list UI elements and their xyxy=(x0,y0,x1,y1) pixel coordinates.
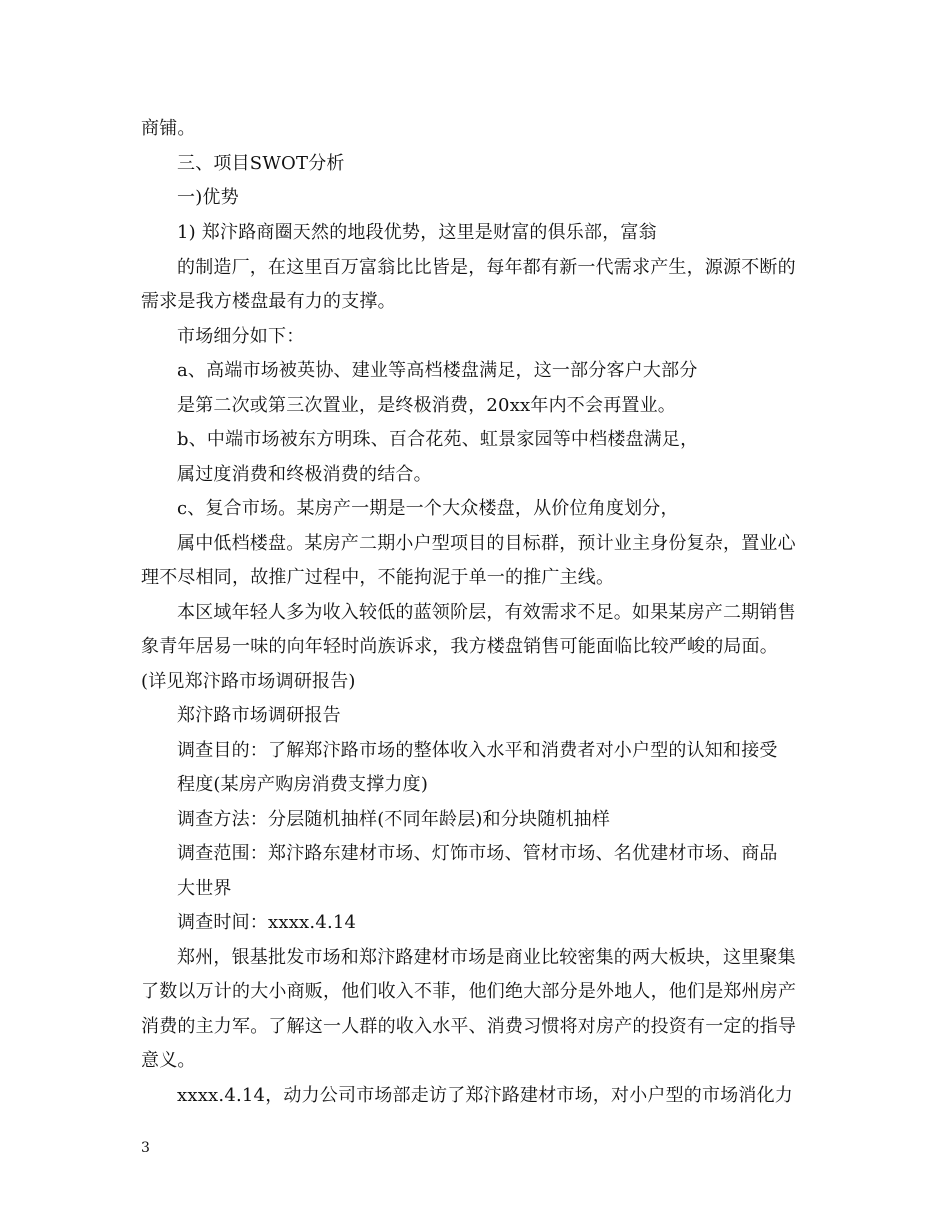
text-line: b、中端市场被东方明珠、百合花苑、虹景家园等中档楼盘满足， xyxy=(177,429,699,450)
subsection-heading: 一)优势 xyxy=(177,187,239,208)
text-line: 调查范围：郑汴路东建材市场、灯饰市场、管材市场、名优建材市场、商品 xyxy=(177,843,778,864)
text-line: a、高端市场被英协、建业等高档楼盘满足，这一部分客户大部分 xyxy=(177,360,698,381)
text-line: 是第二次或第三次置业，是终极消费，20xx年内不会再置业。 xyxy=(177,395,677,416)
text-line: 的制造厂，在这里百万富翁比比皆是，每年都有新一代需求产生，源源不断的 xyxy=(177,257,796,278)
text-line: 商铺。 xyxy=(141,118,196,139)
text-line: (详见郑汴路市场调研报告) xyxy=(141,671,356,692)
text-line: xxxx.4.14，动力公司市场部走访了郑汴路建材市场，对小户型的市场消化力 xyxy=(177,1085,794,1106)
text-line: 意义。 xyxy=(141,1050,196,1071)
text-line: 调查时间：xxxx.4.14 xyxy=(177,912,357,933)
section-heading: 三、项目SWOT分析 xyxy=(177,153,345,174)
text-line: 消费的主力军。了解这一人群的收入水平、消费习惯将对房产的投资有一定的指导 xyxy=(141,1016,797,1037)
text-line: 程度(某房产购房消费支撑力度) xyxy=(177,774,429,795)
text-line: 调查方法：分层随机抽样(不同年龄层)和分块随机抽样 xyxy=(177,809,611,830)
text-line: c、复合市场。某房产一期是一个大众楼盘，从价位角度划分， xyxy=(177,498,679,519)
text-line: 需求是我方楼盘最有力的支撑。 xyxy=(141,291,396,312)
text-line: 郑州，银基批发市场和郑汴路建材市场是商业比较密集的两大板块，这里聚集 xyxy=(177,947,796,968)
text-line: 大世界 xyxy=(177,878,232,899)
text-line: 属中低档楼盘。某房产二期小户型项目的目标群，预计业主身份复杂，置业心 xyxy=(177,533,796,554)
text-line: 1) 郑汴路商圈天然的地段优势，这里是财富的俱乐部，富翁 xyxy=(177,222,657,243)
text-line: 本区域年轻人多为收入较低的蓝领阶层，有效需求不足。如果某房产二期销售 xyxy=(177,602,796,623)
page-number: 3 xyxy=(141,1140,150,1156)
report-title: 郑汴路市场调研报告 xyxy=(177,705,341,726)
text-line: 理不尽相同，故推广过程中，不能拘泥于单一的推广主线。 xyxy=(141,567,615,588)
text-line: 市场细分如下： xyxy=(177,326,305,347)
text-line: 了数以万计的大小商贩，他们收入不菲，他们绝大部分是外地人，他们是郑州房产 xyxy=(141,981,797,1002)
text-line: 象青年居易一味的向年轻时尚族诉求，我方楼盘销售可能面临比较严峻的局面。 xyxy=(141,636,778,657)
text-line: 属过度消费和终极消费的结合。 xyxy=(177,464,432,485)
text-line: 调查目的：了解郑汴路市场的整体收入水平和消费者对小户型的认知和接受 xyxy=(177,740,778,761)
